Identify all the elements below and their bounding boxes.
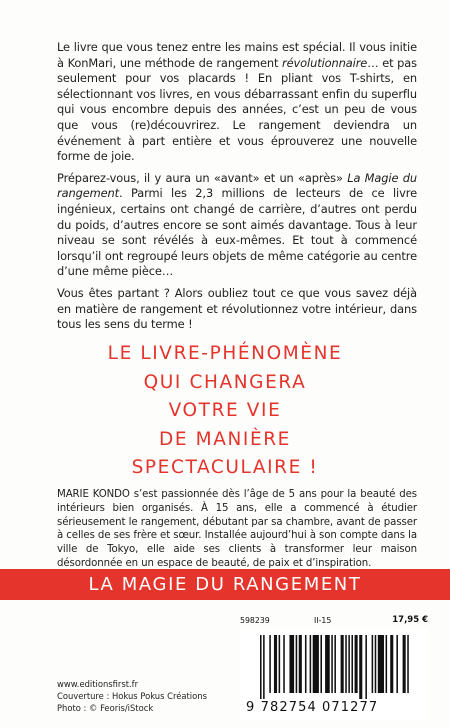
barcode-bar: [390, 635, 393, 693]
barcode-digits: 9 782754 071277: [246, 700, 379, 715]
barcode-bar: [299, 635, 302, 693]
barcode-bar: [320, 635, 322, 693]
emphasis-revolutionnaire: révolutionnaire: [282, 55, 368, 70]
barcode-bar: [365, 635, 367, 699]
author-bio: MARIE KONDO s’est passionnée dès l’âge de 5 ans pour la beauté des intérieurs bien organisés. À 15 ans, elle a commencé à étudier sérieusement le rangement, débutant par sa chambre, avant de passer à celles de ses frère et sœur. Installée aujourd’hui à son compte dans la ville de Tokyo, elle aide ses clients à transformer leur maison désordonnée en un espace de beauté, de paix et d’inspiration.: [57, 489, 417, 569]
product-codes: [240, 612, 428, 628]
cover-credit: Couverture : Hokus Pokus Créations: [57, 691, 207, 701]
publisher-website: www.editionsfirst.fr: [57, 679, 139, 689]
intro-paragraph-3: Vous êtes partant ? Alors oubliez tout ce que vous savez déjà en matière de rangement et révolutionnez votre intérieur, dans tous les sens du terme !: [57, 285, 417, 332]
barcode-bar: [289, 635, 294, 693]
barcode-bar: [351, 635, 353, 693]
intro-paragraph-1: Le livre que vous tenez entre les mains est spécial. Il vous initie à KonMari, une méthode de rangement révolutionnaire… et pas seulement pour vos placards ! En pliant vos T-shirts, en sélectionnant vos livres, en vous débarrassant enfin du superflu qui vous encombre depuis des années, c’est un peu de vous que vous (re)découvrirez. Le rangement deviendra un événement à part entière et vous éprouverez une nouvelle forme de joie.: [57, 40, 417, 164]
edition-code: II-15: [314, 616, 332, 625]
barcode-bar: [334, 635, 336, 693]
intro-paragraph-2: Préparez-vous, il y aura un «avant» et un «après» La Magie du rangement. Parmi les 2,3 millions de lecteurs de ce livre ingénieux, certains ont changé de carrière, d’autres ont perdu du poids, d’autres encore se sont aimés davantage. Tous à leur niveau se sont révélés à eux-mêmes. Et tout à commencé lorsqu’il ont regroupé leurs objets de même catégorie au centre d’une même pièce…: [57, 170, 417, 279]
barcode-bar: [331, 635, 333, 693]
barcode: [240, 629, 428, 721]
barcode-bar: [403, 635, 406, 693]
barcode-bar: [345, 635, 347, 693]
barcode-bar: [359, 635, 362, 699]
barcode-bar: [296, 635, 298, 693]
barcode-bar: [325, 635, 330, 693]
barcode-bar: [313, 635, 319, 693]
title-banner: LA MAGIE DU RANGEMENT: [0, 569, 450, 600]
barcode-bars: [260, 635, 410, 699]
barcode-bar: [386, 635, 388, 693]
headline-line-4: DE MANIÈRE: [159, 428, 291, 450]
barcode-bar: [260, 635, 262, 699]
barcode-bar: [341, 635, 344, 693]
emphasis-book-title: La Magie du rangement: [57, 170, 417, 201]
barcode-bar: [355, 635, 358, 693]
barcode-bar: [310, 635, 312, 693]
barcode-bar: [407, 635, 409, 693]
price: 17,95 €: [392, 615, 428, 625]
barcode-bar: [396, 635, 398, 693]
barcode-bar: [283, 635, 285, 693]
barcode-bar: [305, 635, 307, 693]
barcode-bar: [378, 635, 384, 693]
intro-text: [57, 40, 417, 339]
barcode-bar: [279, 635, 281, 693]
barcode-bar: [372, 635, 374, 693]
barcode-bar: [263, 635, 265, 699]
headline-line-5: SPECTACULAIRE !: [131, 457, 319, 478]
headline-line-2: QUI CHANGERA: [143, 371, 307, 393]
credits: [57, 678, 237, 714]
headline-line-1: LE LIVRE-PHÉNOMÈNE: [107, 343, 343, 364]
barcode-bar: [375, 635, 377, 693]
photo-credit: Photo : © Feoris/iStock: [57, 703, 154, 713]
barcode-bar: [274, 635, 277, 693]
reference-code: 598239: [240, 616, 270, 625]
headline-line-3: VOTRE VIE: [168, 400, 282, 421]
barcode-bar: [348, 635, 350, 693]
headline: [30, 340, 420, 483]
barcode-bar: [269, 635, 271, 693]
